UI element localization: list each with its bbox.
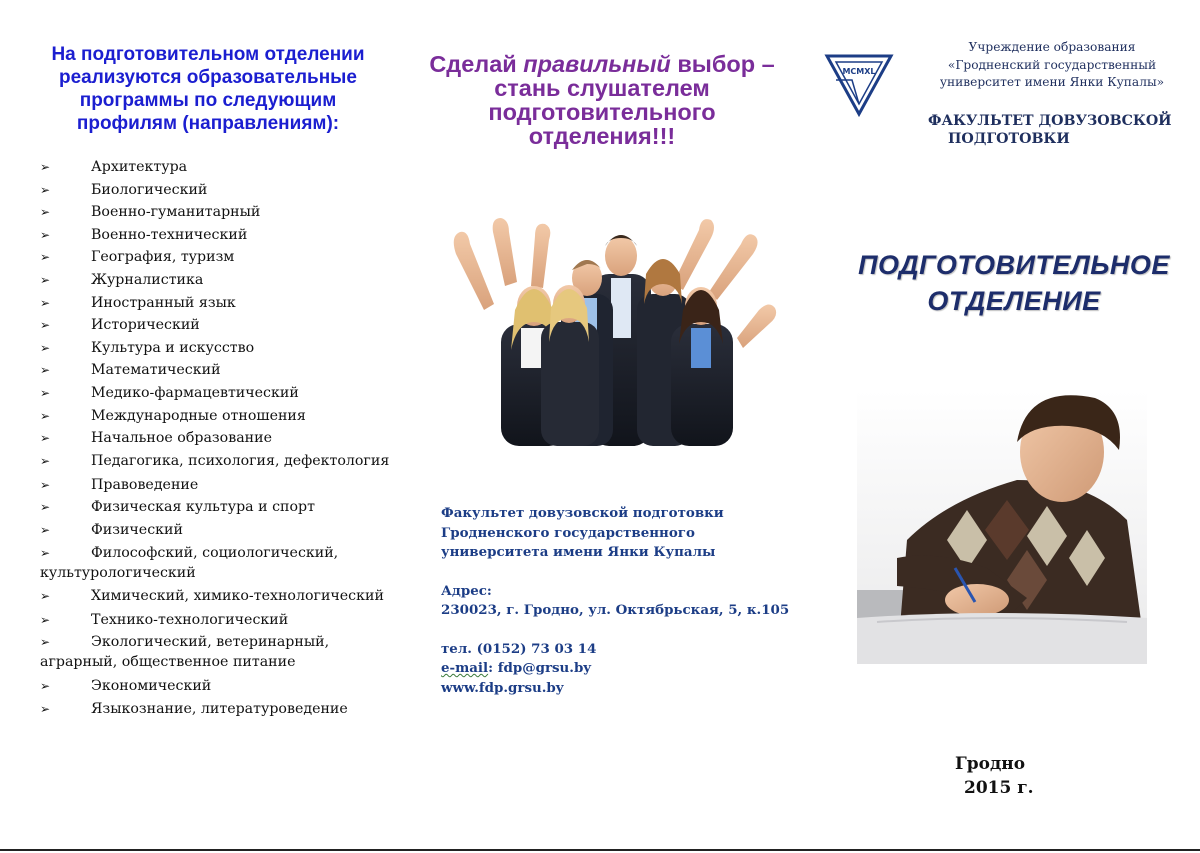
profile-list-item — [40, 451, 390, 471]
bullet-arrow-icon: ➢ — [40, 701, 51, 716]
profile-list-item — [40, 382, 390, 405]
university-logo — [824, 50, 894, 120]
bullet-arrow-icon: ➢ — [40, 453, 51, 468]
institution-name: Учреждение образования «Гродненский государственный университет имени Янки Купалы» — [939, 40, 1165, 89]
profile-list-item — [40, 224, 390, 247]
profile-list-item — [40, 269, 390, 292]
profile-name: Экономический — [91, 678, 212, 695]
contacts-block — [441, 504, 791, 698]
bullet-arrow-icon: ➢ — [40, 431, 51, 446]
right-panel — [800, 0, 1200, 853]
profile-list-item — [40, 337, 390, 360]
bullet-arrow-icon: ➢ — [40, 477, 51, 492]
profile-list-item — [40, 179, 390, 202]
bullet-arrow-icon: ➢ — [40, 545, 51, 560]
department-title: ПОДГОТОВИТЕЛЬНОЕ ОТДЕЛЕНИЕ — [858, 250, 1170, 316]
email-address: : fdp@grsu.by — [488, 660, 592, 676]
profile-list-item — [40, 474, 390, 497]
bullet-arrow-icon: ➢ — [40, 588, 51, 603]
bullet-arrow-icon: ➢ — [40, 522, 51, 537]
year: 2015 г. — [964, 778, 1034, 798]
profile-name: Архитектура — [91, 159, 188, 175]
profile-list-item — [40, 543, 390, 583]
faculty-title: ФАКУЛЬТЕТ ДОВУЗОВСКОЙ ПОДГОТОВКИ — [928, 113, 1172, 147]
profile-name: Математический — [91, 362, 221, 379]
group-of-cheering-people-photo — [441, 214, 781, 446]
profile-list-item — [40, 201, 390, 224]
profile-list-item — [40, 359, 390, 382]
middle-panel — [400, 0, 800, 853]
bottom-border-line — [0, 849, 1200, 851]
profile-list-item — [40, 675, 390, 698]
slogan: Сделай правильный выбор – стань слушателем подготовительного отделения!!! — [429, 51, 775, 149]
phone: тел. (0152) 73 03 14 — [441, 640, 597, 657]
profile-list-item — [40, 609, 390, 632]
profile-list-item — [40, 698, 390, 721]
website-link[interactable]: www.fdp.grsu.by — [441, 679, 564, 696]
bullet-arrow-icon: ➢ — [40, 295, 51, 310]
city-year — [955, 752, 1075, 800]
profile-name: Технико-технологический — [91, 611, 289, 628]
profile-name: Философский, социологический, культурологический — [40, 544, 339, 581]
bullet-arrow-icon: ➢ — [40, 679, 51, 694]
bullet-arrow-icon: ➢ — [40, 205, 51, 220]
profile-list-item — [40, 314, 390, 337]
bullet-arrow-icon: ➢ — [40, 318, 51, 333]
bullet-arrow-icon: ➢ — [40, 385, 51, 400]
profiles-list — [40, 156, 390, 720]
bullet-arrow-icon: ➢ — [40, 250, 51, 265]
profiles-heading: На подготовительном отделении реализуются образовательные программы по следующим профилям (направлениям): — [51, 44, 365, 134]
profile-list-item — [40, 405, 390, 428]
bullet-arrow-icon: ➢ — [40, 500, 51, 515]
logo-text: MCMXL — [842, 67, 876, 76]
profile-name: Начальное образование — [91, 430, 272, 447]
left-panel — [0, 0, 400, 853]
contacts-faculty-line: Факультет довузовской подготовки — [441, 505, 724, 521]
profile-list-item — [40, 519, 390, 542]
profile-list-item — [40, 586, 390, 606]
profile-name: Военно-технический — [91, 226, 248, 243]
profile-name: Журналистика — [91, 271, 204, 288]
profile-list-item — [40, 496, 390, 519]
profile-list-item — [40, 632, 390, 672]
profile-list-item — [40, 156, 390, 179]
bullet-arrow-icon: ➢ — [40, 272, 51, 287]
contacts-faculty-line: университета имени Янки Купалы — [441, 544, 716, 560]
profile-name: География, туризм — [91, 249, 235, 266]
city: Гродно — [955, 754, 1026, 774]
profile-name: Исторический — [91, 317, 200, 334]
profile-name: Культура и искусство — [91, 339, 255, 356]
email-label: e-mail — [441, 660, 489, 676]
profile-name: Медико-фармацевтический — [91, 384, 299, 401]
bullet-arrow-icon: ➢ — [40, 340, 51, 355]
profile-list-item — [40, 427, 390, 450]
profile-name: Педагогика, психология, дефектология — [91, 452, 390, 469]
student-writing-photo — [857, 390, 1147, 664]
bullet-arrow-icon: ➢ — [40, 635, 51, 650]
profile-name: Языкознание, литературоведение — [91, 700, 348, 717]
address-value: 230023, г. Гродно, ул. Октябрьская, 5, к.105 — [441, 602, 790, 618]
profile-name: Международные отношения — [91, 407, 306, 424]
bullet-arrow-icon: ➢ — [40, 182, 51, 197]
contacts-faculty-line: Гродненского государственного — [441, 524, 695, 541]
profile-list-item — [40, 292, 390, 315]
profile-name: Химический, химико-технологический — [91, 587, 384, 604]
bullet-arrow-icon: ➢ — [40, 408, 51, 423]
address-label: Адрес: — [441, 582, 492, 599]
profile-name: Физический — [91, 521, 183, 538]
profile-list-item — [40, 246, 390, 269]
profile-name: Военно-гуманитарный — [91, 204, 261, 221]
bullet-arrow-icon: ➢ — [40, 227, 51, 242]
profile-name: Иностранный язык — [91, 294, 236, 311]
bullet-arrow-icon: ➢ — [40, 612, 51, 627]
profile-name: Правоведение — [91, 476, 199, 493]
bullet-arrow-icon: ➢ — [40, 363, 51, 378]
profile-name: Биологический — [91, 181, 208, 198]
bullet-arrow-icon: ➢ — [40, 160, 51, 174]
profile-name: Экологический, ветеринарный, аграрный, общественное питание — [40, 634, 330, 671]
profile-name: Физическая культура и спорт — [91, 499, 315, 516]
slogan-emphasis: правильный — [523, 51, 671, 77]
email[interactable] — [441, 659, 791, 679]
